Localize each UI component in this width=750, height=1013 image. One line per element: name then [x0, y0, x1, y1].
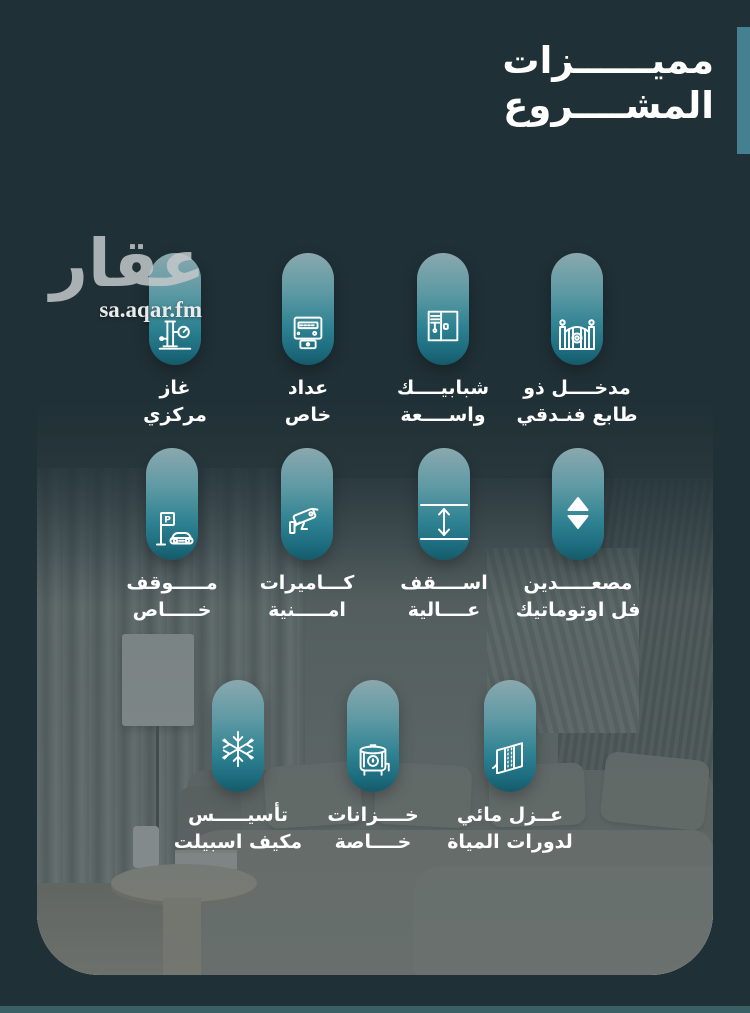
feature-label: عــزل مائي لدورات المياة: [447, 804, 573, 853]
feature-pill: [347, 680, 399, 792]
water-tank-icon: [352, 739, 394, 781]
feature-label: اســــقف عــــالية: [400, 572, 488, 621]
title-line2: المشــــروع: [503, 84, 714, 127]
feature-private-meter: [233, 253, 383, 429]
feature-security-cameras: [232, 448, 382, 624]
feature-label: تأسيـــــس مكيف اسبيلت: [173, 804, 303, 853]
window-icon: [422, 305, 464, 347]
electric-meter-icon: [287, 310, 329, 352]
feature-pill: [484, 680, 536, 792]
hotel-gate-icon: [555, 311, 599, 355]
feature-water-insulation: [435, 680, 585, 856]
feature-label: مصعـــــدين فل اوتوماتيك: [515, 572, 641, 621]
gas-meter-icon: [154, 311, 196, 353]
insulation-icon: [488, 730, 532, 774]
feature-high-ceilings: [369, 448, 519, 624]
parking-icon: [150, 505, 194, 549]
svg-text:P: P: [164, 515, 171, 526]
bottom-accent-band: [0, 1006, 750, 1013]
feature-label: كـــاميرات امـــــنية: [259, 572, 355, 621]
cctv-camera-icon: [285, 498, 329, 542]
feature-split-ac: [163, 680, 313, 856]
feature-private-parking: [97, 448, 247, 624]
feature-pill: [418, 448, 470, 560]
feature-pill: [417, 253, 469, 365]
elevator-icon: [556, 491, 600, 535]
feature-label: خــــزانات خــــاصة: [327, 804, 419, 853]
feature-central-gas: [100, 253, 250, 429]
feature-pill: [551, 253, 603, 365]
feature-label: عداد خاص: [284, 377, 332, 426]
feature-pill: [149, 253, 201, 365]
feature-pill: [552, 448, 604, 560]
feature-label: غاز مركزي: [143, 377, 207, 426]
feature-wide-windows: [368, 253, 518, 429]
feature-label: مدخــــل ذو طابع فنـدقي: [516, 377, 638, 426]
page-title: [502, 38, 714, 128]
aqar-logo: عقار: [50, 225, 206, 302]
feature-pill: [212, 680, 264, 792]
aqar-url: sa.aqar.fm: [99, 296, 202, 322]
snowflake-icon: [217, 728, 259, 770]
feature-pill: [282, 253, 334, 365]
feature-label: مـــــوقف خـــــاص: [126, 572, 218, 621]
feature-elevators: [503, 448, 653, 624]
feature-pill: [281, 448, 333, 560]
feature-hotel-entrance: [502, 253, 652, 429]
feature-private-tanks: [298, 680, 448, 856]
feature-pill: [146, 448, 198, 560]
title-line1: مميــــــزات: [502, 39, 714, 82]
ceiling-height-icon: [418, 500, 470, 544]
title-accent-bar: [737, 27, 750, 154]
feature-label: شبابيــــك واســــعة: [396, 377, 490, 426]
